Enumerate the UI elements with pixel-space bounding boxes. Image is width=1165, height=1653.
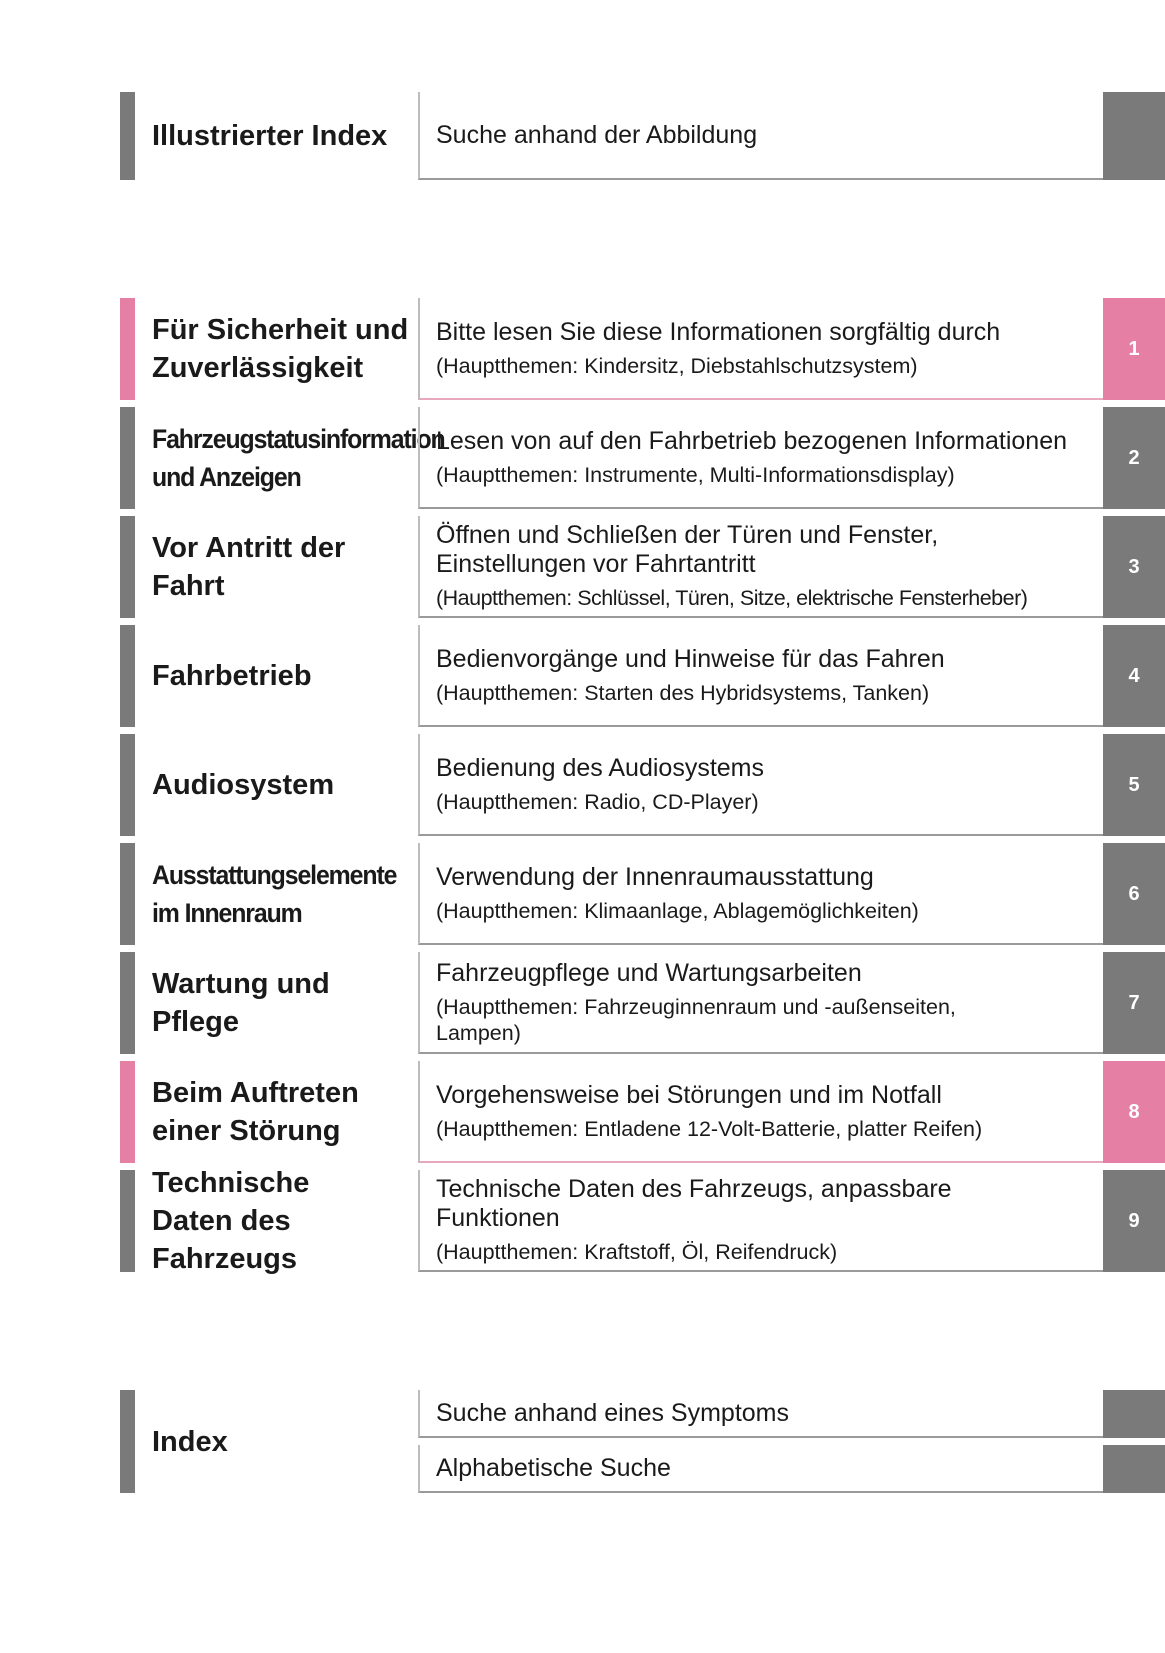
section-description: Bitte lesen Sie diese Informationen sorgfältig durch xyxy=(436,317,1001,346)
section-description: Öffnen und Schließen der Türen und Fenster, Einstellungen vor Fahrtantritt xyxy=(436,521,939,578)
section-title: Audiosystem xyxy=(152,769,335,801)
section-topics: (Hauptthemen: Radio, CD-Player) xyxy=(436,789,759,814)
section-box xyxy=(418,516,1103,618)
section-description: Lesen von auf den Fahrbetrieb bezogenen Informationen xyxy=(436,426,1068,455)
chapter-tab-9[interactable]: 9 xyxy=(1103,1170,1165,1272)
section-title: Technische Daten des Fahrzeugs xyxy=(152,1167,310,1275)
section-marker xyxy=(120,516,135,618)
section-title: Wartung und Pflege xyxy=(152,968,330,1038)
index-tab-alphabetical[interactable] xyxy=(1103,1445,1165,1493)
illustrated-index-description: Suche anhand der Abbildung xyxy=(436,120,758,149)
section-marker xyxy=(120,734,135,836)
chapter-tab-6[interactable]: 6 xyxy=(1103,843,1165,945)
section-description: Vorgehensweise bei Störungen und im Notfall xyxy=(436,1080,942,1109)
section-topics: (Hauptthemen: Schlüssel, Türen, Sitze, elektrische Fensterheber) xyxy=(436,586,1028,610)
section-marker xyxy=(120,407,135,509)
section-6-row[interactable] xyxy=(120,843,1165,945)
section-description: Technische Daten des Fahrzeugs, anpassbare Funktionen xyxy=(436,1175,952,1232)
section-title: Vor Antritt der Fahrt xyxy=(152,532,346,602)
section-title: Für Sicherheit und Zuverlässigkeit xyxy=(152,314,409,384)
section-marker xyxy=(120,1061,135,1163)
section-topics: (Hauptthemen: Entladene 12-Volt-Batterie, platter Reifen) xyxy=(436,1116,983,1141)
chapter-tab-5[interactable]: 5 xyxy=(1103,734,1165,836)
section-marker xyxy=(120,298,135,400)
section-4-row[interactable] xyxy=(120,625,1165,727)
section-topics: (Hauptthemen: Instrumente, Multi-Informationsdisplay) xyxy=(436,462,955,487)
section-box xyxy=(418,952,1103,1054)
section-8-row[interactable] xyxy=(120,1061,1165,1163)
section-box xyxy=(418,1061,1103,1163)
section-description: Bedienung des Audiosystems xyxy=(436,753,764,782)
index-entry-box xyxy=(418,1390,1103,1438)
section-description: Verwendung der Innenraumausstattung xyxy=(436,862,874,891)
section-7-row[interactable] xyxy=(120,952,1165,1054)
section-marker xyxy=(120,952,135,1054)
chapter-tab-7[interactable]: 7 xyxy=(1103,952,1165,1054)
section-title: Ausstattungselemente im Innenraum xyxy=(152,860,397,928)
section-3-row[interactable] xyxy=(120,516,1165,618)
section-marker xyxy=(120,92,135,180)
index-entry-box xyxy=(418,1445,1103,1493)
section-title: Fahrzeugstatusinformation und Anzeigen xyxy=(152,424,445,492)
index-entry-symptom[interactable] xyxy=(418,1390,1165,1438)
chapter-tab-3[interactable]: 3 xyxy=(1103,516,1165,618)
section-topics: (Hauptthemen: Starten des Hybridsystems, Tanken) xyxy=(436,680,930,705)
section-box xyxy=(418,625,1103,727)
index-title: Index xyxy=(152,1425,228,1458)
index-entry-alphabetical[interactable] xyxy=(418,1445,1165,1493)
section-topics: (Hauptthemen: Klimaanlage, Ablagemöglichkeiten) xyxy=(436,898,919,923)
section-title: Beim Auftreten einer Störung xyxy=(152,1077,359,1147)
chapter-tab-8[interactable]: 8 xyxy=(1103,1061,1165,1163)
section-title: Fahrbetrieb xyxy=(152,660,312,692)
section-1-row[interactable] xyxy=(120,298,1165,400)
illustrated-index-box xyxy=(418,92,1103,180)
section-box xyxy=(418,1170,1103,1272)
chapter-tab-1[interactable]: 1 xyxy=(1103,298,1165,400)
section-box xyxy=(418,843,1103,945)
section-box xyxy=(418,734,1103,836)
illustrated-index-tab[interactable] xyxy=(1103,92,1165,180)
section-5-row[interactable] xyxy=(120,734,1165,836)
section-description: Fahrzeugpflege und Wartungsarbeiten xyxy=(436,958,862,987)
section-topics: (Hauptthemen: Fahrzeuginnenraum und -außenseiten, Lampen) xyxy=(436,994,956,1045)
illustrated-index-title: Illustrierter Index xyxy=(152,120,388,152)
section-box xyxy=(418,407,1103,509)
section-box xyxy=(418,298,1103,400)
section-marker xyxy=(120,1170,135,1272)
section-marker xyxy=(120,843,135,945)
section-topics: (Hauptthemen: Kindersitz, Diebstahlschutzsystem) xyxy=(436,353,918,378)
index-row xyxy=(120,1390,1165,1493)
chapter-tab-4[interactable]: 4 xyxy=(1103,625,1165,727)
section-marker xyxy=(120,625,135,727)
index-tab-symptom[interactable] xyxy=(1103,1390,1165,1438)
section-topics: (Hauptthemen: Kraftstoff, Öl, Reifendruck) xyxy=(436,1240,838,1264)
section-description: Bedienvorgänge und Hinweise für das Fahren xyxy=(436,644,945,673)
section-2-row[interactable] xyxy=(120,407,1165,509)
section-marker xyxy=(120,1390,135,1493)
index-entry-label: Suche anhand eines Symptoms xyxy=(436,1398,789,1427)
section-9-row[interactable] xyxy=(120,1167,1165,1275)
chapter-tab-2[interactable]: 2 xyxy=(1103,407,1165,509)
illustrated-index-row[interactable] xyxy=(120,92,1165,180)
index-entry-label: Alphabetische Suche xyxy=(436,1453,671,1482)
